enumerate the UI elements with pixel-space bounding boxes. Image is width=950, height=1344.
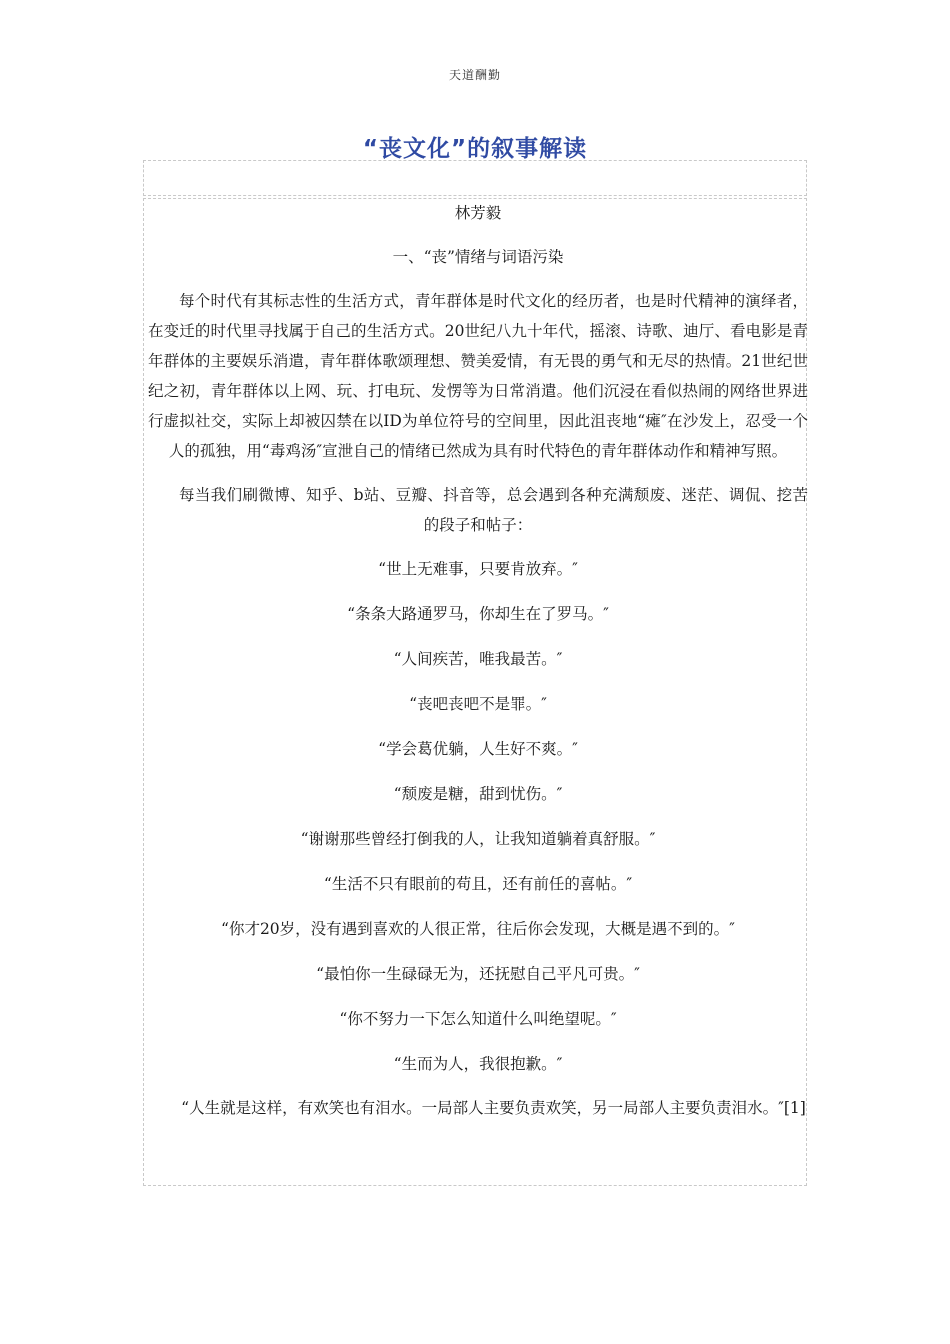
quote-item: “最怕你一生碌碌无为，还抚慰自己平凡可贵。″ <box>316 965 640 983</box>
paragraph: 每当我们刷微博、知乎、b站、豆瓣、抖音等，总会遇到各种充满颓废、迷茫、调侃、挖苦的段子和帖子： <box>179 486 808 534</box>
quote-item-last: “人生就是这样，有欢笑也有泪水。一局部人主要负责欢笑，另一局部人主要负责泪水。″[1] <box>181 1099 806 1117</box>
quote-item: “学会葛优躺，人生好不爽。″ <box>378 740 578 758</box>
quote-item: “生而为人，我很抱歉。″ <box>393 1055 563 1073</box>
title-frame-box <box>143 160 807 196</box>
article-title: “丧文化”的叙事解读 <box>362 136 588 162</box>
section-heading: 一、“丧”情绪与词语污染 <box>392 248 564 266</box>
article-body <box>148 198 808 1123</box>
paragraph: 每个时代有其标志性的生活方式，青年群体是时代文化的经历者，也是时代精神的演绎者，在变迁的时代里寻找属于自己的生活方式。20世纪八九十年代，摇滚、诗歌、迪厅、看电影是青年群体的主要娱乐消遣，青年群体歌颂理想、赞美爱情，有无畏的勇气和无尽的热情。21世纪世纪之初，青年群体以上网、玩、打电玩、发愣等为日常消遣。他们沉浸在看似热闹的网络世界进行虚拟社交，实际上却被囚禁在以ID为单位符号的空间里，因此沮丧地“瘫″在沙发上，忍受一个人的孤独，用“毒鸡汤″宣泄自己的情绪已然成为具有时代特色的青年群体动作和精神写照。 <box>148 292 808 460</box>
quote-item: “条条大路通罗马，你却生在了罗马。″ <box>347 605 609 623</box>
quote-item: “谢谢那些曾经打倒我的人，让我知道躺着真舒服。″ <box>300 830 656 848</box>
quote-item: “你不努力一下怎么知道什么叫绝望呢。″ <box>339 1010 617 1028</box>
quote-item: “世上无难事，只要肯放弃。″ <box>378 560 578 578</box>
author-name: 林芳毅 <box>454 204 502 222</box>
quote-item: “丧吧丧吧不是罪。″ <box>409 695 547 713</box>
quote-item: “颓废是糖，甜到忧伤。″ <box>393 785 563 803</box>
quote-item: “生活不只有眼前的苟且，还有前任的喜帖。″ <box>323 875 633 893</box>
quote-item: “人间疾苦，唯我最苦。″ <box>393 650 563 668</box>
quote-item: “你才20岁，没有遇到喜欢的人很正常，往后你会发现，大概是遇不到的。″ <box>221 920 735 938</box>
header-site-name: 天道酬勤 <box>448 68 501 82</box>
